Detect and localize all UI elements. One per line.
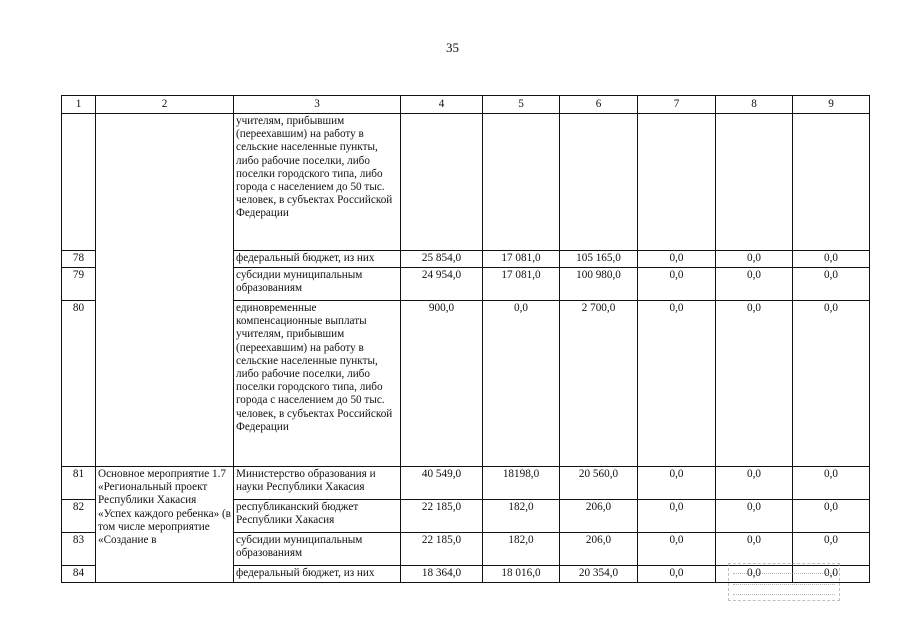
value-cell: 100 980,0 <box>560 268 638 301</box>
value-cell: 0,0 <box>483 301 560 467</box>
header-cell: 1 <box>62 96 96 114</box>
event-cell-empty <box>96 114 234 467</box>
header-cell: 8 <box>716 96 793 114</box>
header-cell: 6 <box>560 96 638 114</box>
value-cell: 24 954,0 <box>401 268 483 301</box>
value-cell: 0,0 <box>638 533 716 566</box>
value-cell: 0,0 <box>638 301 716 467</box>
value-cell <box>401 114 483 251</box>
value-cell: 900,0 <box>401 301 483 467</box>
row-number: 84 <box>62 566 96 583</box>
row-description: субсидии муниципальным образованиям <box>234 268 401 301</box>
row-number: 81 <box>62 467 96 500</box>
table-row <box>62 114 870 251</box>
value-cell: 0,0 <box>638 251 716 268</box>
row-number: 83 <box>62 533 96 566</box>
value-cell: 0,0 <box>716 500 793 533</box>
stamp-line <box>733 584 835 585</box>
header-cell: 4 <box>401 96 483 114</box>
value-cell: 25 854,0 <box>401 251 483 268</box>
value-cell: 206,0 <box>560 533 638 566</box>
value-cell: 22 185,0 <box>401 500 483 533</box>
event-description: Основное мероприятие 1.7 «Региональный проект Республики Хакасия «Успех каждого ребенка» (в том числе мероприятие «Создание в <box>96 467 234 583</box>
value-cell: 206,0 <box>560 500 638 533</box>
value-cell: 0,0 <box>793 533 870 566</box>
value-cell: 17 081,0 <box>483 251 560 268</box>
row-description: учителям, прибывшим (переехавшим) на работу в сельские населенные пункты, либо рабочие поселки, либо поселки городского типа, либо города с населением до 50 тыс. человек, в субъектах Российской Федерации <box>234 114 401 251</box>
value-cell: 182,0 <box>483 533 560 566</box>
value-cell: 105 165,0 <box>560 251 638 268</box>
header-cell: 9 <box>793 96 870 114</box>
header-cell: 7 <box>638 96 716 114</box>
value-cell: 20 354,0 <box>560 566 638 583</box>
value-cell <box>483 114 560 251</box>
value-cell: 182,0 <box>483 500 560 533</box>
value-cell <box>716 114 793 251</box>
value-cell: 0,0 <box>638 467 716 500</box>
value-cell <box>560 114 638 251</box>
budget-table <box>61 95 870 583</box>
row-description: единовременные компенсационные выплаты учителям, прибывшим (переехавшим) на работу в сельские населенные пункты, либо рабочие поселки, либо поселки городского типа, либо города с населением до 50 тыс. человек, в субъектах Российской Федерации <box>234 301 401 467</box>
value-cell: 17 081,0 <box>483 268 560 301</box>
value-cell: 0,0 <box>716 268 793 301</box>
row-description: Министерство образования и науки Республики Хакасия <box>234 467 401 500</box>
header-cell: 3 <box>234 96 401 114</box>
value-cell: 0,0 <box>716 251 793 268</box>
value-cell: 0,0 <box>793 500 870 533</box>
value-cell: 0,0 <box>793 251 870 268</box>
value-cell: 22 185,0 <box>401 533 483 566</box>
value-cell: 18 364,0 <box>401 566 483 583</box>
registration-stamp <box>728 563 840 601</box>
value-cell: 0,0 <box>793 566 870 583</box>
row-description: республиканский бюджет Республики Хакасия <box>234 500 401 533</box>
header-cell: 5 <box>483 96 560 114</box>
value-cell <box>638 114 716 251</box>
row-description: субсидии муниципальным образованиям <box>234 533 401 566</box>
value-cell: 0,0 <box>716 467 793 500</box>
table-row <box>62 467 870 500</box>
stamp-line <box>733 573 835 574</box>
row-number: 78 <box>62 251 96 268</box>
value-cell <box>793 114 870 251</box>
row-number <box>62 114 96 251</box>
header-cell: 2 <box>96 96 234 114</box>
value-cell: 20 560,0 <box>560 467 638 500</box>
value-cell: 18 016,0 <box>483 566 560 583</box>
page-number: 35 <box>446 40 459 55</box>
value-cell: 0,0 <box>716 566 793 583</box>
value-cell: 0,0 <box>638 566 716 583</box>
row-number: 80 <box>62 301 96 467</box>
row-number: 79 <box>62 268 96 301</box>
value-cell: 0,0 <box>793 301 870 467</box>
row-description: федеральный бюджет, из них <box>234 566 401 583</box>
stamp-line <box>733 594 835 595</box>
value-cell: 40 549,0 <box>401 467 483 500</box>
value-cell: 0,0 <box>716 301 793 467</box>
value-cell: 0,0 <box>638 500 716 533</box>
row-number: 82 <box>62 500 96 533</box>
value-cell: 2 700,0 <box>560 301 638 467</box>
header-row <box>62 96 870 114</box>
value-cell: 18198,0 <box>483 467 560 500</box>
row-description: федеральный бюджет, из них <box>234 251 401 268</box>
value-cell: 0,0 <box>793 268 870 301</box>
value-cell: 0,0 <box>793 467 870 500</box>
value-cell: 0,0 <box>638 268 716 301</box>
value-cell: 0,0 <box>716 533 793 566</box>
